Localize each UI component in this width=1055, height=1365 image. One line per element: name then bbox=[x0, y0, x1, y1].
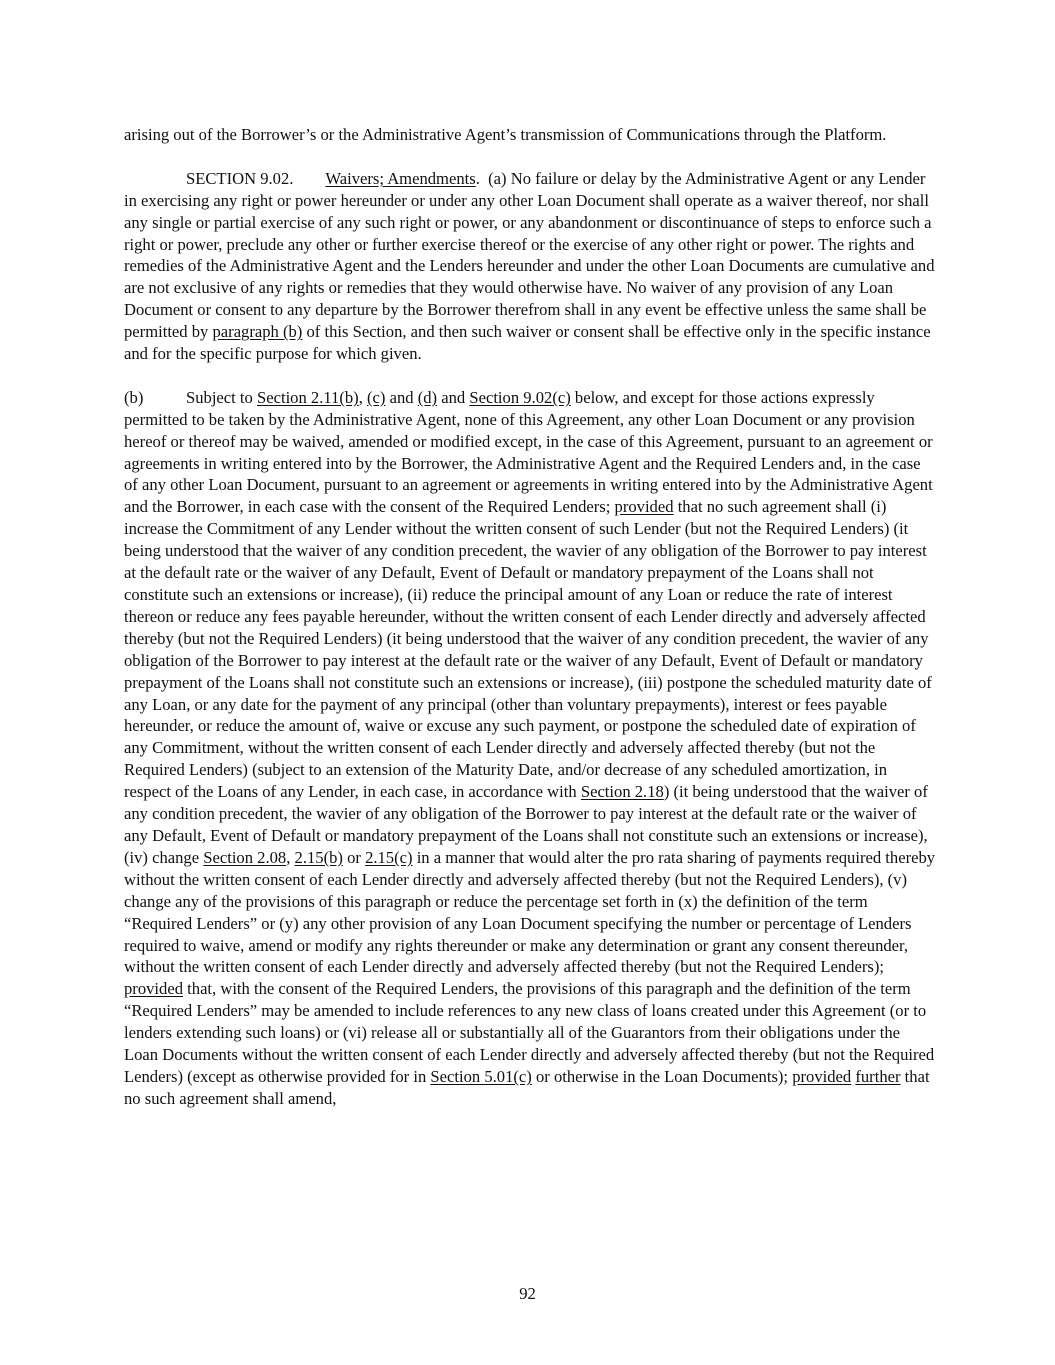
provided-term: provided bbox=[124, 979, 183, 999]
paragraph-spacer bbox=[124, 146, 936, 168]
reference-d: (d) bbox=[417, 387, 438, 407]
text-segment: Subject to bbox=[186, 387, 253, 407]
further-term: further bbox=[855, 1066, 901, 1086]
text-segment: or otherwise in the Loan Documents); bbox=[535, 1066, 789, 1086]
section-9-02-paragraph bbox=[124, 168, 936, 365]
section-title: Waivers; Amendments bbox=[325, 168, 476, 188]
text-segment: that no such agreement shall amend, bbox=[124, 1066, 930, 1108]
text-segment: that no such agreement shall (i) increase the Commitment of any Lender without the written consent of such Lender (but not the Required Lenders) (it being understood that the waiver of any condition precedent, the wavier of any obligation of the Borrower to pay interest at the default rate or the waiver of any Default, Event of Default or mandatory prepayment of the Loans shall not constitute such an extensions or increase), (ii) reduce the principal amount of any Loan or reduce the rate of interest thereon or reduce any fees payable hereunder, without the written consent of each Lender directly and adversely affected thereby (but not the Required Lenders) (it being understood that the waiver of any condition precedent, the wavier of any obligation of the Borrower to pay interest at the default rate or the waiver of any Default, Event of Default or mandatory prepayment of the Loans shall not constitute such an extensions or increase), (iii) postpone the scheduled maturity date of any Loan, or any date for the payment of any principal (other than voluntary prepayments), interest or fees payable hereunder, or reduce the amount of, waive or excuse any such payment, or postpone the scheduled date of expiration of any Commitment, without the written consent of each Lender directly and adversely affected thereby (but not the Required Lenders) (subject to an extension of the Maturity Date, and/or decrease of any scheduled amortization, in respect of the Loans of any Lender, in each case, in accordance with bbox=[124, 497, 932, 802]
reference-2-15-c: 2.15(c) bbox=[365, 847, 413, 867]
text-segment: or bbox=[347, 847, 361, 867]
text-segment: , bbox=[286, 847, 291, 867]
reference-paragraph-b: paragraph (b) bbox=[212, 322, 303, 342]
paragraph-spacer bbox=[124, 365, 936, 387]
text-segment: ) (it being understood that the waiver of any condition precedent, the wavier of any obligation of the Borrower to pay interest at the default rate or the waiver of any Default, Event of Default or mandatory prepayment of the Loans shall not constitute such an extensions or increase), bbox=[124, 782, 928, 845]
page-number: 92 bbox=[519, 1284, 536, 1303]
section-9-02-text-1: (a) No failure or delay by the Administrative Agent or any Lender in exercising any right or power hereunder or under any other Loan Document shall operate as a waiver thereof, nor shall any single or partial exercise of any such right or power, or any abandonment or discontinuance of steps to enforce such a right or power, preclude any other or further exercise thereof or the exercise of any other right or power. The rights and remedies of the Administrative Agent and the Lenders hereunder and under the other Loan Documents are cumulative and are not exclusive of any rights or remedies that they would otherwise have. No waiver of any provision of any Loan Document or consent to any departure by the Borrower therefrom shall in any event be effective unless the same shall be permitted by bbox=[124, 168, 935, 342]
paragraph-b bbox=[124, 387, 936, 1110]
paragraph-b-label: (b) bbox=[124, 387, 144, 407]
text-segment: , bbox=[358, 387, 363, 407]
reference-section-2-08: Section 2.08 bbox=[203, 847, 287, 867]
section-9-02-text-2: of this Section, and then such waiver or consent shall be effective only in the specific instance and for the specific purpose for which given. bbox=[124, 322, 931, 364]
section-number: SECTION 9.02. bbox=[186, 168, 294, 188]
text-segment: and bbox=[441, 387, 466, 407]
text-segment: and bbox=[389, 387, 414, 407]
reference-section-5-01-c: Section 5.01(c) bbox=[430, 1066, 532, 1086]
text-segment: below, and except for those actions expressly permitted to be taken by the Administrative Agent, none of this Agreement, any other Loan Document or any provision hereof or thereof may be waived, amended or modified except, in the case of this Agreement, pursuant to an agreement or agreements in writing entered into by the Borrower, the Administrative Agent and the Required Lenders and, in the case of any other Loan Document, pursuant to an agreement or agreements in writing entered into by the Administrative Agent and the Borrower, in each case with the consent of the Required Lenders; bbox=[124, 387, 933, 517]
text-segment: (iv) change bbox=[124, 847, 200, 867]
reference-c: (c) bbox=[367, 387, 386, 407]
intro-text: arising out of the Borrower’s or the Administrative Agent’s transmission of Communications through the Platform. bbox=[124, 125, 887, 144]
document-page bbox=[124, 124, 936, 1110]
reference-section-2-11-b: Section 2.11(b) bbox=[257, 387, 359, 407]
reference-section-2-18: Section 2.18 bbox=[580, 782, 664, 802]
reference-section-9-02-c: Section 9.02(c) bbox=[469, 387, 571, 407]
reference-2-15-b: 2.15(b) bbox=[294, 847, 343, 867]
provided-term: provided bbox=[792, 1066, 852, 1086]
section-title-period: . bbox=[475, 168, 480, 188]
provided-term: provided bbox=[614, 497, 674, 517]
intro-paragraph bbox=[124, 124, 936, 146]
text-segment: in a manner that would alter the pro rata sharing of payments required thereby without the written consent of each Lender directly and adversely affected thereby (but not the Required Lenders), (v) change any of the provisions of this paragraph or reduce the percentage set forth in (x) the definition of the term “Required Lenders” or (y) any other provision of any Loan Document specifying the number or percentage of Lenders required to waive, amend or modify any rights thereunder or make any determination or grant any consent thereunder, without the written consent of each Lender directly and adversely affected thereby (but not the Required Lenders); bbox=[124, 847, 936, 977]
text-segment: that, with the consent of the Required Lenders, the provisions of this paragraph and the definition of the term “Required Lenders” may be amended to include references to any new class of loans created under this Agreement (or to lenders extending such loans) or (vi) release all or substantially all of the Guarantors from their obligations under the Loan Documents without the written consent of each Lender directly and adversely affected thereby (but not the Required Lenders) (except as otherwise provided for in bbox=[124, 979, 935, 1086]
